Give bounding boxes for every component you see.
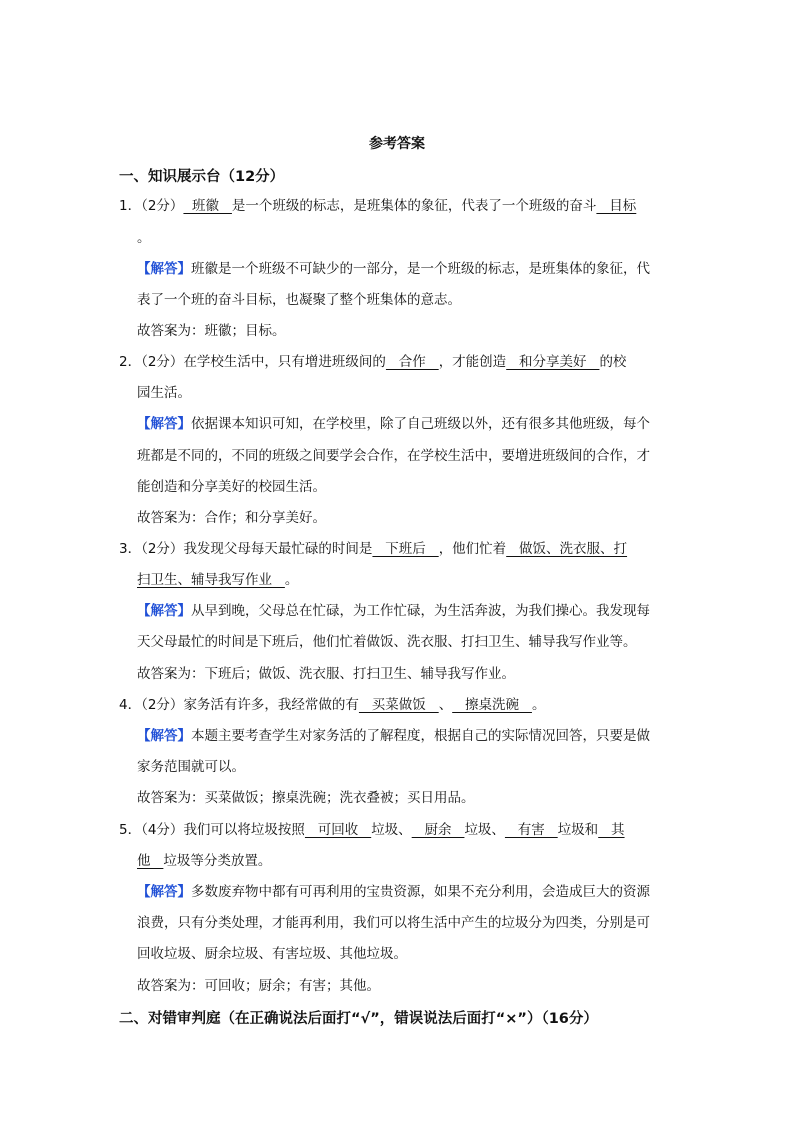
question-text: 、 (438, 697, 453, 713)
explanation-3-line-2: 天父母最忙的时间是下班后，他们忙着做饭、洗衣服、打扫卫生、辅导我写作业等。 (137, 634, 637, 650)
answer-summary-5: 故答案为：可回收；厨余；有害；其他。 (137, 978, 380, 994)
answer-blank: 班徽 (183, 198, 232, 214)
explanation-text: 班徽是一个班级不可缺少的一部分，是一个班级的标志，是班集体的象征，代 (191, 261, 650, 277)
answer-blank: 扫卫生、辅导我写作业 (137, 572, 285, 588)
answer-blank: 他 (137, 853, 164, 869)
question-4 (119, 695, 545, 715)
explanation-text: 从早到晚，父母总在忙碌，为工作忙碌，为生活奔波，为我们操心。我发现每 (191, 603, 650, 619)
explanation-2 (137, 414, 650, 434)
explanation-5-line-3: 回收垃圾、厨余垃圾、有害垃圾、其他垃圾。 (137, 946, 407, 962)
question-1 (119, 196, 636, 216)
question-number: 3．（2分） (119, 541, 184, 557)
explanation-2-line-2: 班都是不同的，不同的班级之间要学会合作，在学校生活中，要增进班级间的合作，才 (137, 448, 650, 464)
explanation-3 (137, 601, 650, 621)
answer-blank: 有害 (504, 822, 558, 838)
question-text: ，才能创造 (438, 354, 507, 370)
explanation-tag: 【解答】 (137, 416, 191, 432)
explanation-1 (137, 259, 650, 279)
question-2-continuation: 园生活。 (137, 385, 191, 401)
question-number: 1．（2分） (119, 198, 184, 214)
answer-blank: 厨余 (411, 822, 465, 838)
answer-blank: 擦桌洗碗 (452, 697, 532, 713)
page-title: 参考答案 (369, 136, 425, 152)
answer-blank: 下班后 (372, 541, 439, 557)
explanation-5-line-2: 浪费，只有分类处理，才能再利用，我们可以将生活中产生的垃圾分为四类，分别是可 (137, 915, 650, 931)
question-3-continuation (137, 570, 298, 590)
question-5-continuation (137, 851, 271, 871)
answer-blank: 其 (598, 822, 625, 838)
explanation-text: 本题主要考查学生对家务活的了解程度，根据自己的实际情况回答，只要是做 (191, 728, 650, 744)
explanation-4 (137, 726, 650, 746)
question-text: 。 (137, 230, 151, 246)
question-1-continuation (137, 228, 151, 248)
question-text: 。 (531, 697, 546, 713)
section-heading-2: 二、对错审判庭（在正确说法后面打“√”，错误说法后面打“×”）（16分） (119, 1011, 598, 1027)
question-text: 垃圾等分类放置。 (163, 853, 272, 869)
question-text: 我发现父母每天最忙碌的时间是 (183, 541, 373, 557)
section-heading-1: 一、知识展示台（12分） (119, 169, 285, 185)
explanation-tag: 【解答】 (137, 884, 191, 900)
answer-summary-2: 故答案为：合作；和分享美好。 (137, 510, 326, 526)
answer-blank: 和分享美好 (506, 354, 600, 370)
explanation-2-line-3: 能创造和分享美好的校园生活。 (137, 479, 326, 495)
question-text: 在学校生活中，只有增进班级间的 (183, 354, 386, 370)
question-number: 5．（4分） (119, 822, 184, 838)
answer-summary-4: 故答案为：买菜做饭；擦桌洗碗；洗衣叠被；买日用品。 (137, 790, 475, 806)
question-text: 。 (284, 572, 299, 588)
explanation-tag: 【解答】 (137, 261, 191, 277)
question-text: ，他们忙着 (438, 541, 507, 557)
question-2 (119, 352, 626, 372)
explanation-1-line-2: 表了一个班的奋斗目标，也凝聚了整个班集体的意志。 (137, 292, 461, 308)
answer-blank: 买菜做饭 (358, 697, 439, 713)
question-text: 垃圾、 (371, 822, 412, 838)
answer-summary-3: 故答案为：下班后；做饭、洗衣服、打扫卫生、辅导我写作业。 (137, 666, 515, 682)
question-number: 4．（2分） (119, 697, 184, 713)
answer-blank: 合作 (385, 354, 439, 370)
explanation-text: 多数废弃物中都有可再利用的宝贵资源，如果不充分利用，会造成巨大的资源 (191, 884, 650, 900)
question-5 (119, 820, 625, 840)
answer-blank: 目标 (596, 198, 637, 214)
question-text: 家务活有许多，我经常做的有 (183, 697, 359, 713)
question-text: 的校 (599, 354, 627, 370)
explanation-tag: 【解答】 (137, 728, 191, 744)
explanation-tag: 【解答】 (137, 603, 191, 619)
answer-summary-1: 故答案为：班徽；目标。 (137, 323, 286, 339)
question-text: 我们可以将垃圾按照 (183, 822, 305, 838)
question-number: 2．（2分） (119, 354, 184, 370)
question-text: 是一个班级的标志，是班集体的象征，代表了一个班级的奋斗 (231, 198, 597, 214)
question-text: 垃圾、 (464, 822, 505, 838)
explanation-4-line-2: 家务范围就可以。 (137, 759, 245, 775)
explanation-5 (137, 882, 650, 902)
answer-blank: 可回收 (304, 822, 372, 838)
answer-blank: 做饭、洗衣服、打 (506, 541, 628, 557)
question-3 (119, 539, 627, 559)
question-text: 垃圾和 (557, 822, 599, 838)
explanation-text: 依据课本知识可知，在学校里，除了自己班级以外，还有很多其他班级，每个 (191, 416, 650, 432)
